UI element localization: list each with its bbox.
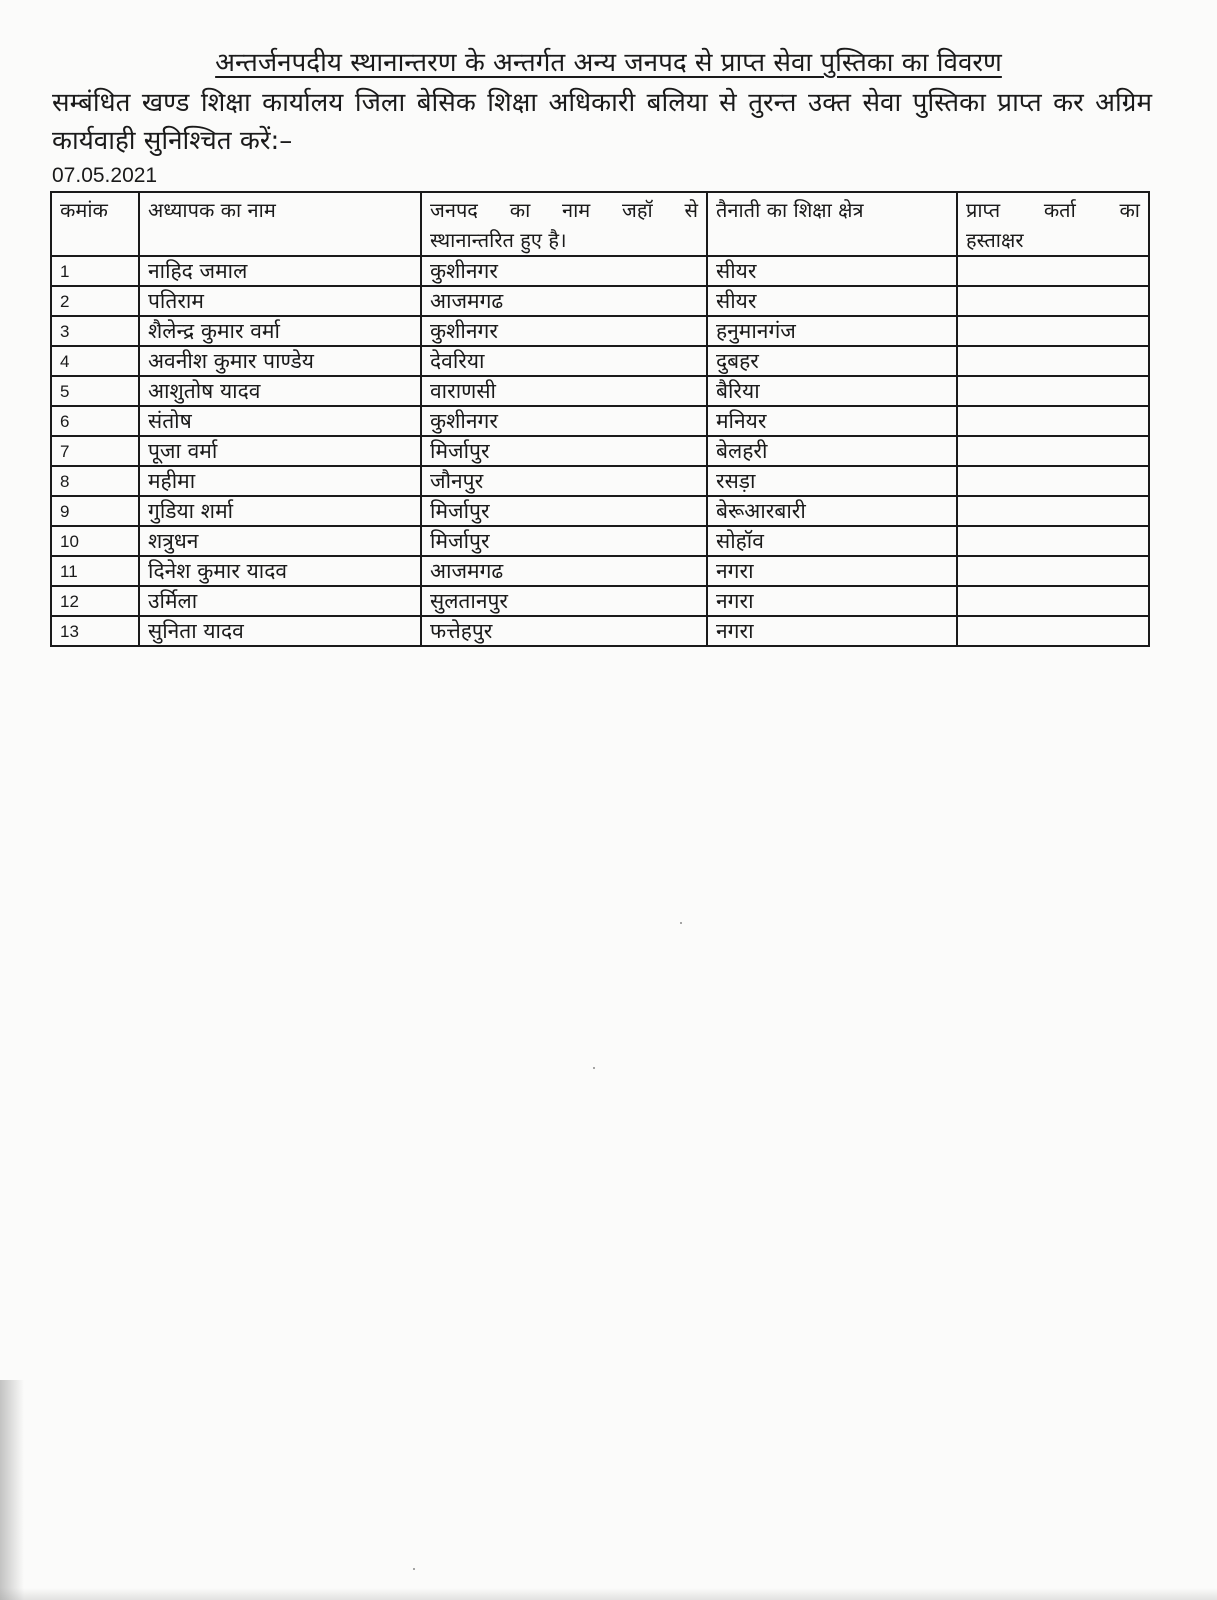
instruction-paragraph: सम्बंधित खण्ड शिक्षा कार्यालय जिला बेसिक शिक्षा अधिकारी बलिया से तुरन्त उक्त सेवा पुस्तिका प्राप्त कर अग्रिम कार्यवाही सुनिश्चित करें:– <box>52 88 1152 156</box>
scan-speck <box>680 922 682 924</box>
cell-district: देवरिया <box>421 346 707 376</box>
cell-district: मिर्जापुर <box>421 496 707 526</box>
header-district <box>421 192 707 256</box>
cell-serial: 11 <box>51 556 139 586</box>
cell-serial: 2 <box>51 286 139 316</box>
cell-teacher-name: पतिराम <box>139 286 421 316</box>
service-book-table <box>50 191 1150 647</box>
cell-signature <box>957 526 1149 556</box>
cell-serial: 8 <box>51 466 139 496</box>
cell-serial: 13 <box>51 616 139 646</box>
table-row <box>51 316 1149 346</box>
cell-teacher-name: अवनीश कुमार पाण्डेय <box>139 346 421 376</box>
cell-serial: 10 <box>51 526 139 556</box>
cell-posting-area: सीयर <box>707 286 957 316</box>
cell-district: आजमगढ <box>421 556 707 586</box>
cell-signature <box>957 466 1149 496</box>
header-district-line2: स्थानान्तरित हुए है। <box>430 228 567 252</box>
cell-signature <box>957 376 1149 406</box>
cell-teacher-name: संतोष <box>139 406 421 436</box>
cell-teacher-name: पूजा वर्मा <box>139 436 421 466</box>
scan-speck <box>593 1067 595 1069</box>
cell-serial: 1 <box>51 256 139 286</box>
cell-serial: 5 <box>51 376 139 406</box>
header-district-line1: जनपद का नाम जहॉ से <box>430 198 698 222</box>
cell-teacher-name: शत्रुधन <box>139 526 421 556</box>
cell-posting-area: बैरिया <box>707 376 957 406</box>
table-row <box>51 406 1149 436</box>
table-row <box>51 526 1149 556</box>
cell-signature <box>957 436 1149 466</box>
cell-posting-area: नगरा <box>707 616 957 646</box>
cell-district: कुशीनगर <box>421 316 707 346</box>
cell-signature <box>957 586 1149 616</box>
table-row <box>51 436 1149 466</box>
cell-district: वाराणसी <box>421 376 707 406</box>
document-date: 07.05.2021 <box>52 164 158 187</box>
cell-posting-area: हनुमानगंज <box>707 316 957 346</box>
cell-posting-area: नगरा <box>707 586 957 616</box>
cell-signature <box>957 496 1149 526</box>
cell-serial: 7 <box>51 436 139 466</box>
cell-teacher-name: आशुतोष यादव <box>139 376 421 406</box>
document-heading-text: अन्तर्जनपदीय स्थानान्तरण के अन्तर्गत अन्य जनपद से प्राप्त सेवा पुस्तिका का विवरण <box>215 48 1002 78</box>
cell-teacher-name: उर्मिला <box>139 586 421 616</box>
table-row <box>51 556 1149 586</box>
header-serial: कमांक <box>51 192 139 256</box>
scan-speck <box>413 1568 415 1570</box>
cell-posting-area: सोहॉव <box>707 526 957 556</box>
cell-district: मिर्जापुर <box>421 436 707 466</box>
cell-district: कुशीनगर <box>421 406 707 436</box>
cell-serial: 9 <box>51 496 139 526</box>
cell-signature <box>957 346 1149 376</box>
cell-teacher-name: शैलेन्द्र कुमार वर्मा <box>139 316 421 346</box>
document-heading <box>0 46 1217 80</box>
table-row <box>51 586 1149 616</box>
cell-district: आजमगढ <box>421 286 707 316</box>
cell-posting-area: रसड़ा <box>707 466 957 496</box>
cell-signature <box>957 616 1149 646</box>
cell-signature <box>957 556 1149 586</box>
cell-posting-area: सीयर <box>707 256 957 286</box>
cell-teacher-name: दिनेश कुमार यादव <box>139 556 421 586</box>
cell-district: जौनपुर <box>421 466 707 496</box>
table-row <box>51 286 1149 316</box>
cell-teacher-name: महीमा <box>139 466 421 496</box>
table-row <box>51 376 1149 406</box>
cell-district: मिर्जापुर <box>421 526 707 556</box>
cell-posting-area: दुबहर <box>707 346 957 376</box>
table-row <box>51 496 1149 526</box>
cell-teacher-name: गुडिया शर्मा <box>139 496 421 526</box>
cell-serial: 3 <box>51 316 139 346</box>
table-row <box>51 616 1149 646</box>
cell-signature <box>957 256 1149 286</box>
header-signature-line1: प्राप्त कर्ता का <box>966 198 1140 222</box>
cell-signature <box>957 316 1149 346</box>
cell-district: फत्तेहपुर <box>421 616 707 646</box>
table-row <box>51 466 1149 496</box>
header-posting-area: तैनाती का शिक्षा क्षेत्र <box>707 192 957 256</box>
header-signature-line2: हस्ताक्षर <box>966 228 1024 252</box>
cell-posting-area: बेलहरी <box>707 436 957 466</box>
cell-posting-area: बेरूआरबारी <box>707 496 957 526</box>
cell-posting-area: मनियर <box>707 406 957 436</box>
table-row <box>51 256 1149 286</box>
cell-teacher-name: नाहिद जमाल <box>139 256 421 286</box>
scan-edge-shadow <box>0 1380 24 1600</box>
cell-district: कुशीनगर <box>421 256 707 286</box>
cell-posting-area: नगरा <box>707 556 957 586</box>
cell-signature <box>957 286 1149 316</box>
cell-serial: 6 <box>51 406 139 436</box>
scan-bottom-shadow <box>0 1588 1217 1600</box>
cell-serial: 4 <box>51 346 139 376</box>
cell-serial: 12 <box>51 586 139 616</box>
header-signature <box>957 192 1149 256</box>
cell-signature <box>957 406 1149 436</box>
header-teacher-name: अध्यापक का नाम <box>139 192 421 256</box>
cell-district: सुलतानपुर <box>421 586 707 616</box>
table-row <box>51 346 1149 376</box>
cell-teacher-name: सुनिता यादव <box>139 616 421 646</box>
table-header-row <box>51 192 1149 256</box>
